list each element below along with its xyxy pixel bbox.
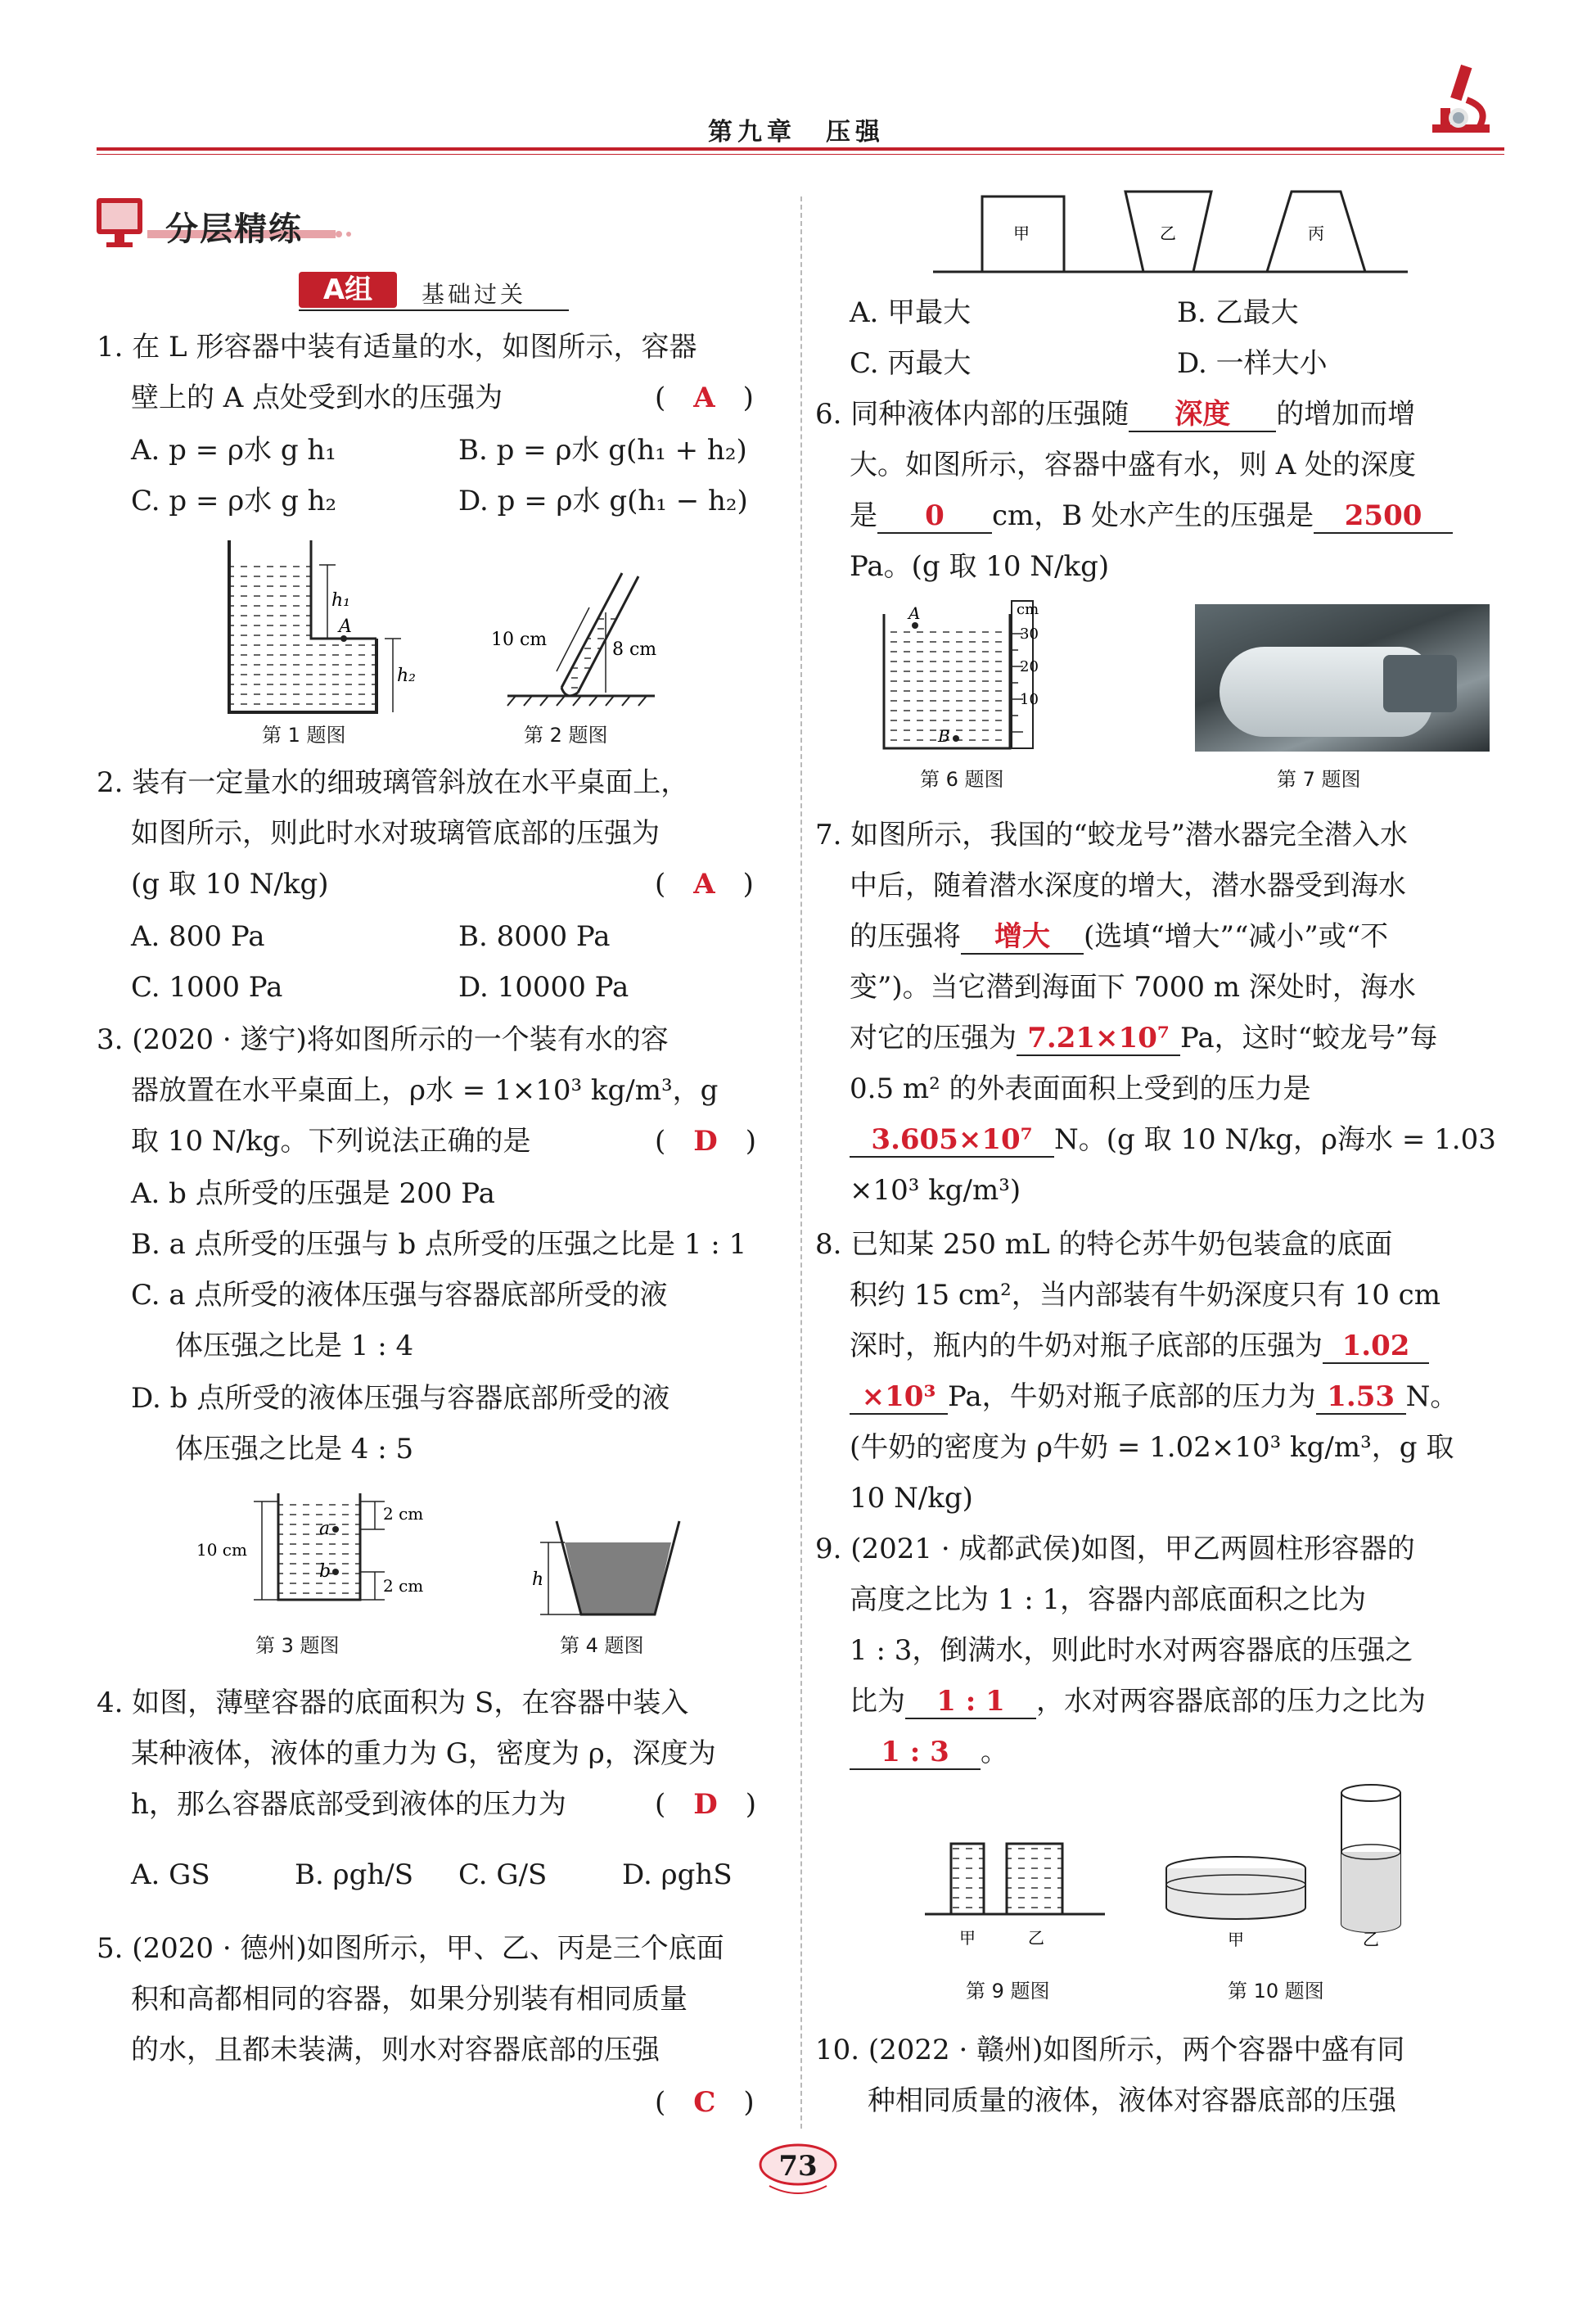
q7-line4: 变”)。当它潜到海面下 7000 m 深处时，海水 bbox=[850, 971, 1416, 1004]
microscope-logo bbox=[1416, 59, 1498, 149]
q3-line1: 3. (2020 · 遂宁)将如图所示的一个装有水的容 bbox=[97, 1023, 669, 1056]
q1-option-c: C. p = ρ水 g h₂ bbox=[131, 485, 337, 517]
q6-line4: Pa。(g 取 10 N/kg) bbox=[850, 550, 1110, 583]
q5-line3: 的水，且都未装满，则水对容器底部的压强 bbox=[131, 2034, 660, 2066]
figure-9 bbox=[925, 1834, 1105, 1949]
q8-line1: 8. 已知某 250 mL 的特仑苏牛奶包装盒的底面 bbox=[815, 1228, 1393, 1261]
section-badge bbox=[90, 195, 360, 252]
figure-10 bbox=[1154, 1777, 1424, 1949]
group-title: 基础过关 bbox=[422, 281, 527, 308]
q5-line1: 5. (2020 · 德州)如图所示，甲、乙、丙是三个底面 bbox=[97, 1932, 724, 1965]
q5-option-a: A. 甲最大 bbox=[850, 296, 972, 329]
q2-option-a: A. 800 Pa bbox=[131, 920, 265, 953]
q4-option-a: A. GS bbox=[131, 1858, 210, 1891]
fig5-yi: 乙 bbox=[1160, 224, 1176, 243]
fig9-jia: 甲 bbox=[959, 1928, 976, 1948]
q8-line5: (牛奶的密度为 ρ牛奶 = 1.02×10³ kg/m³，g 取 bbox=[850, 1431, 1454, 1464]
q4-option-b: B. ρgh/S bbox=[295, 1858, 413, 1891]
fig9-yi: 乙 bbox=[1028, 1928, 1044, 1948]
q1-option-a: A. p = ρ水 g h₁ bbox=[131, 434, 336, 467]
page-number: 73 bbox=[753, 2138, 843, 2196]
chapter-title: 第九章 压强 bbox=[708, 118, 885, 147]
fig4-depth: h bbox=[532, 1569, 544, 1590]
q1-option-d: D. p = ρ水 g(h₁ − h₂) bbox=[458, 485, 748, 517]
q7-line3: 的压强将 增大 (选填“增大”“减小”或“不 bbox=[850, 920, 1389, 953]
q3-answer-value: D bbox=[693, 1125, 718, 1158]
q4-answer: ( D ) bbox=[655, 1788, 757, 1821]
q9-line1: 9. (2021 · 成都武侯)如图，甲乙两圆柱形容器的 bbox=[815, 1533, 1415, 1565]
group-name: A组 bbox=[299, 272, 397, 308]
q9-line3: 1 : 3，倒满水，则此时水对两容器底的压强之 bbox=[850, 1634, 1413, 1667]
figure-6 bbox=[876, 598, 1056, 753]
group-underline bbox=[299, 309, 569, 311]
q7-line5: 对它的压强为 7.21×10⁷ Pa，这时“蛟龙号”每 bbox=[850, 1022, 1438, 1054]
fig7-caption: 第 7 题图 bbox=[1277, 768, 1361, 791]
fig3-point-a: a bbox=[319, 1519, 331, 1539]
q2-line3: (g 取 10 N/kg) bbox=[131, 868, 329, 901]
column-divider bbox=[800, 196, 802, 2129]
fig6-tick-10: 10 bbox=[1020, 691, 1039, 708]
q8-line6: 10 N/kg) bbox=[850, 1482, 973, 1515]
q4-line2: 某种液体，液体的重力为 G，密度为 ρ，深度为 bbox=[131, 1737, 716, 1770]
q6-line3: 是 0 cm，B 处水产生的压强是 2500 bbox=[850, 499, 1453, 534]
q5-option-d: D. 一样大小 bbox=[1177, 347, 1328, 380]
q7-blank-3: 3.605×10⁷ bbox=[850, 1123, 1054, 1158]
q3-option-b: B. a 点所受的压强与 b 点所受的压强之比是 1 : 1 bbox=[131, 1228, 747, 1261]
fig6-tick-30: 30 bbox=[1020, 625, 1039, 643]
q9-blank-1: 1 : 1 bbox=[905, 1685, 1036, 1719]
q8-blank-1a: 1.02 bbox=[1323, 1330, 1429, 1364]
fig10-yi: 乙 bbox=[1363, 1930, 1379, 1949]
q10-line2: 种相同质量的液体，液体对容器底部的压强 bbox=[868, 2084, 1396, 2117]
q6-blank-2: 0 bbox=[877, 499, 992, 534]
page-header bbox=[97, 97, 1496, 149]
q2-answer: ( A ) bbox=[655, 868, 754, 901]
q8-line3: 深时，瓶内的牛奶对瓶子底部的压强为 1.02 bbox=[850, 1330, 1429, 1364]
fig10-jia: 甲 bbox=[1228, 1930, 1244, 1949]
q8-blank-2: 1.53 bbox=[1316, 1380, 1406, 1415]
q9-blank-2: 1 : 3 bbox=[850, 1736, 981, 1770]
q2-option-b: B. 8000 Pa bbox=[458, 920, 611, 953]
q1-line1: 1. 在 L 形容器中装有适量的水，如图所示，容器 bbox=[97, 331, 697, 364]
q3-line2: 器放置在水平桌面上，ρ水 = 1×10³ kg/m³，g bbox=[131, 1074, 719, 1107]
fig6-tick-20: 20 bbox=[1020, 658, 1039, 675]
fig6-point-b: B bbox=[938, 726, 950, 746]
q2-option-d: D. 10000 Pa bbox=[458, 971, 629, 1004]
fig9-caption: 第 9 题图 bbox=[966, 1980, 1050, 2003]
q3-option-d2: 体压强之比是 4 : 5 bbox=[175, 1433, 414, 1465]
group-badge bbox=[299, 272, 577, 313]
q8-blank-1b: ×10³ bbox=[850, 1380, 948, 1415]
fig2-length: 10 cm bbox=[491, 630, 548, 650]
fig4-caption: 第 4 题图 bbox=[560, 1634, 644, 1657]
q8-line4: ×10³ Pa，牛奶对瓶子底部的压力为 1.53 N。 bbox=[850, 1380, 1458, 1415]
fig3-point-b: b bbox=[319, 1561, 331, 1582]
q6-line1: 6. 同种液体内部的压强随 深度 的增加而增 bbox=[815, 398, 1416, 431]
q4-line3: h，那么容器底部受到液体的压力为 bbox=[131, 1788, 566, 1821]
header-rule bbox=[97, 147, 1504, 151]
fig6-caption: 第 6 题图 bbox=[920, 768, 1004, 791]
fig1-h1: h₁ bbox=[331, 590, 350, 611]
figure-2 bbox=[491, 565, 688, 720]
fig2-caption: 第 2 题图 bbox=[524, 724, 608, 747]
q9-line4: 比为 1 : 1 ，水对两容器底部的压力之比为 bbox=[850, 1685, 1426, 1718]
q2-answer-value: A bbox=[693, 868, 715, 901]
q3-option-c1: C. a 点所受的液体压强与容器底部所受的液 bbox=[131, 1279, 668, 1312]
q1-line2: 壁上的 A 点处受到水的压强为 bbox=[131, 382, 503, 414]
q9-line2: 高度之比为 1 : 1，容器内部底面积之比为 bbox=[850, 1583, 1367, 1616]
fig6-point-a: A bbox=[908, 603, 921, 623]
fig1-point-a: A bbox=[339, 616, 352, 637]
q9-line5: 1 : 3 。 bbox=[850, 1736, 1008, 1770]
q7-line7: 3.605×10⁷ N。(g 取 10 N/kg，ρ海水 = 1.03 bbox=[850, 1123, 1496, 1158]
fig10-caption: 第 10 题图 bbox=[1228, 1980, 1324, 2003]
q3-option-d1: D. b 点所受的液体压强与容器底部所受的液 bbox=[131, 1382, 670, 1415]
q3-line3: 取 10 N/kg。下列说法正确的是 bbox=[131, 1125, 531, 1158]
q5-option-b: B. 乙最大 bbox=[1177, 296, 1299, 329]
q6-blank-3: 2500 bbox=[1314, 499, 1453, 534]
q7-line6: 0.5 m² 的外表面面积上受到的压力是 bbox=[850, 1072, 1311, 1105]
q2-option-c: C. 1000 Pa bbox=[131, 971, 283, 1004]
q7-blank-2: 7.21×10⁷ bbox=[1017, 1022, 1180, 1056]
fig1-h2: h₂ bbox=[397, 666, 416, 686]
q7-blank-1: 增大 bbox=[961, 920, 1084, 955]
q6-line2: 大。如图所示，容器中盛有水，则 A 处的深度 bbox=[850, 449, 1417, 481]
q7-line1: 7. 如图所示，我国的“蛟龙号”潜水器完全潜入水 bbox=[815, 819, 1409, 851]
q4-option-c: C. G/S bbox=[458, 1858, 548, 1891]
q7-line2: 中后，随着潜水深度的增大，潜水器受到海水 bbox=[850, 869, 1406, 902]
q7-line8: ×10³ kg/m³) bbox=[850, 1174, 1021, 1207]
q1-option-b: B. p = ρ水 g(h₁ + h₂) bbox=[458, 434, 747, 467]
section-title: 分层精练 bbox=[165, 210, 303, 248]
fig5-jia: 甲 bbox=[1013, 224, 1030, 243]
q3-option-a: A. b 点所受的压强是 200 Pa bbox=[131, 1177, 495, 1210]
submersible-panel bbox=[1383, 655, 1457, 712]
q10-line1: 10. (2022 · 赣州)如图所示，两个容器中盛有同 bbox=[815, 2034, 1405, 2066]
fig3-caption: 第 3 题图 bbox=[255, 1634, 340, 1657]
figure-5 bbox=[933, 185, 1408, 277]
q8-line2: 积约 15 cm²，当内部装有牛奶深度只有 10 cm bbox=[850, 1279, 1440, 1312]
fig3-bottom: 2 cm bbox=[383, 1576, 424, 1596]
q3-option-c2: 体压强之比是 1 : 4 bbox=[175, 1330, 414, 1362]
q4-answer-value: D bbox=[693, 1788, 718, 1821]
q4-option-d: D. ρghS bbox=[622, 1858, 733, 1891]
q6-blank-1: 深度 bbox=[1129, 398, 1276, 432]
q5-option-c: C. 丙最大 bbox=[850, 347, 972, 380]
fig2-height: 8 cm bbox=[612, 639, 657, 660]
q1-answer: ( A ) bbox=[655, 382, 754, 414]
fig3-height: 10 cm bbox=[196, 1540, 247, 1560]
q5-line2: 积和高都相同的容器，如果分别装有相同质量 bbox=[131, 1983, 688, 2016]
q2-line2: 如图所示，则此时水对玻璃管底部的压强为 bbox=[131, 817, 660, 850]
fig3-top: 2 cm bbox=[383, 1504, 424, 1524]
header-rule-thin bbox=[97, 154, 1504, 155]
fig6-unit: cm bbox=[1017, 601, 1039, 618]
fig5-bing: 丙 bbox=[1308, 224, 1324, 243]
q2-line1: 2. 装有一定量水的细玻璃管斜放在水平桌面上， bbox=[97, 766, 689, 799]
figure-1 bbox=[213, 532, 417, 720]
q5-answer: ( C ) bbox=[655, 2086, 755, 2119]
fig1-caption: 第 1 题图 bbox=[262, 724, 346, 747]
q3-answer: ( D ) bbox=[655, 1125, 757, 1158]
q5-answer-value: C bbox=[693, 2086, 716, 2119]
q4-line1: 4. 如图，薄壁容器的底面积为 S，在容器中装入 bbox=[97, 1687, 689, 1719]
figure-3 bbox=[196, 1490, 426, 1613]
q1-answer-value: A bbox=[693, 382, 715, 414]
figure-4 bbox=[532, 1518, 696, 1624]
